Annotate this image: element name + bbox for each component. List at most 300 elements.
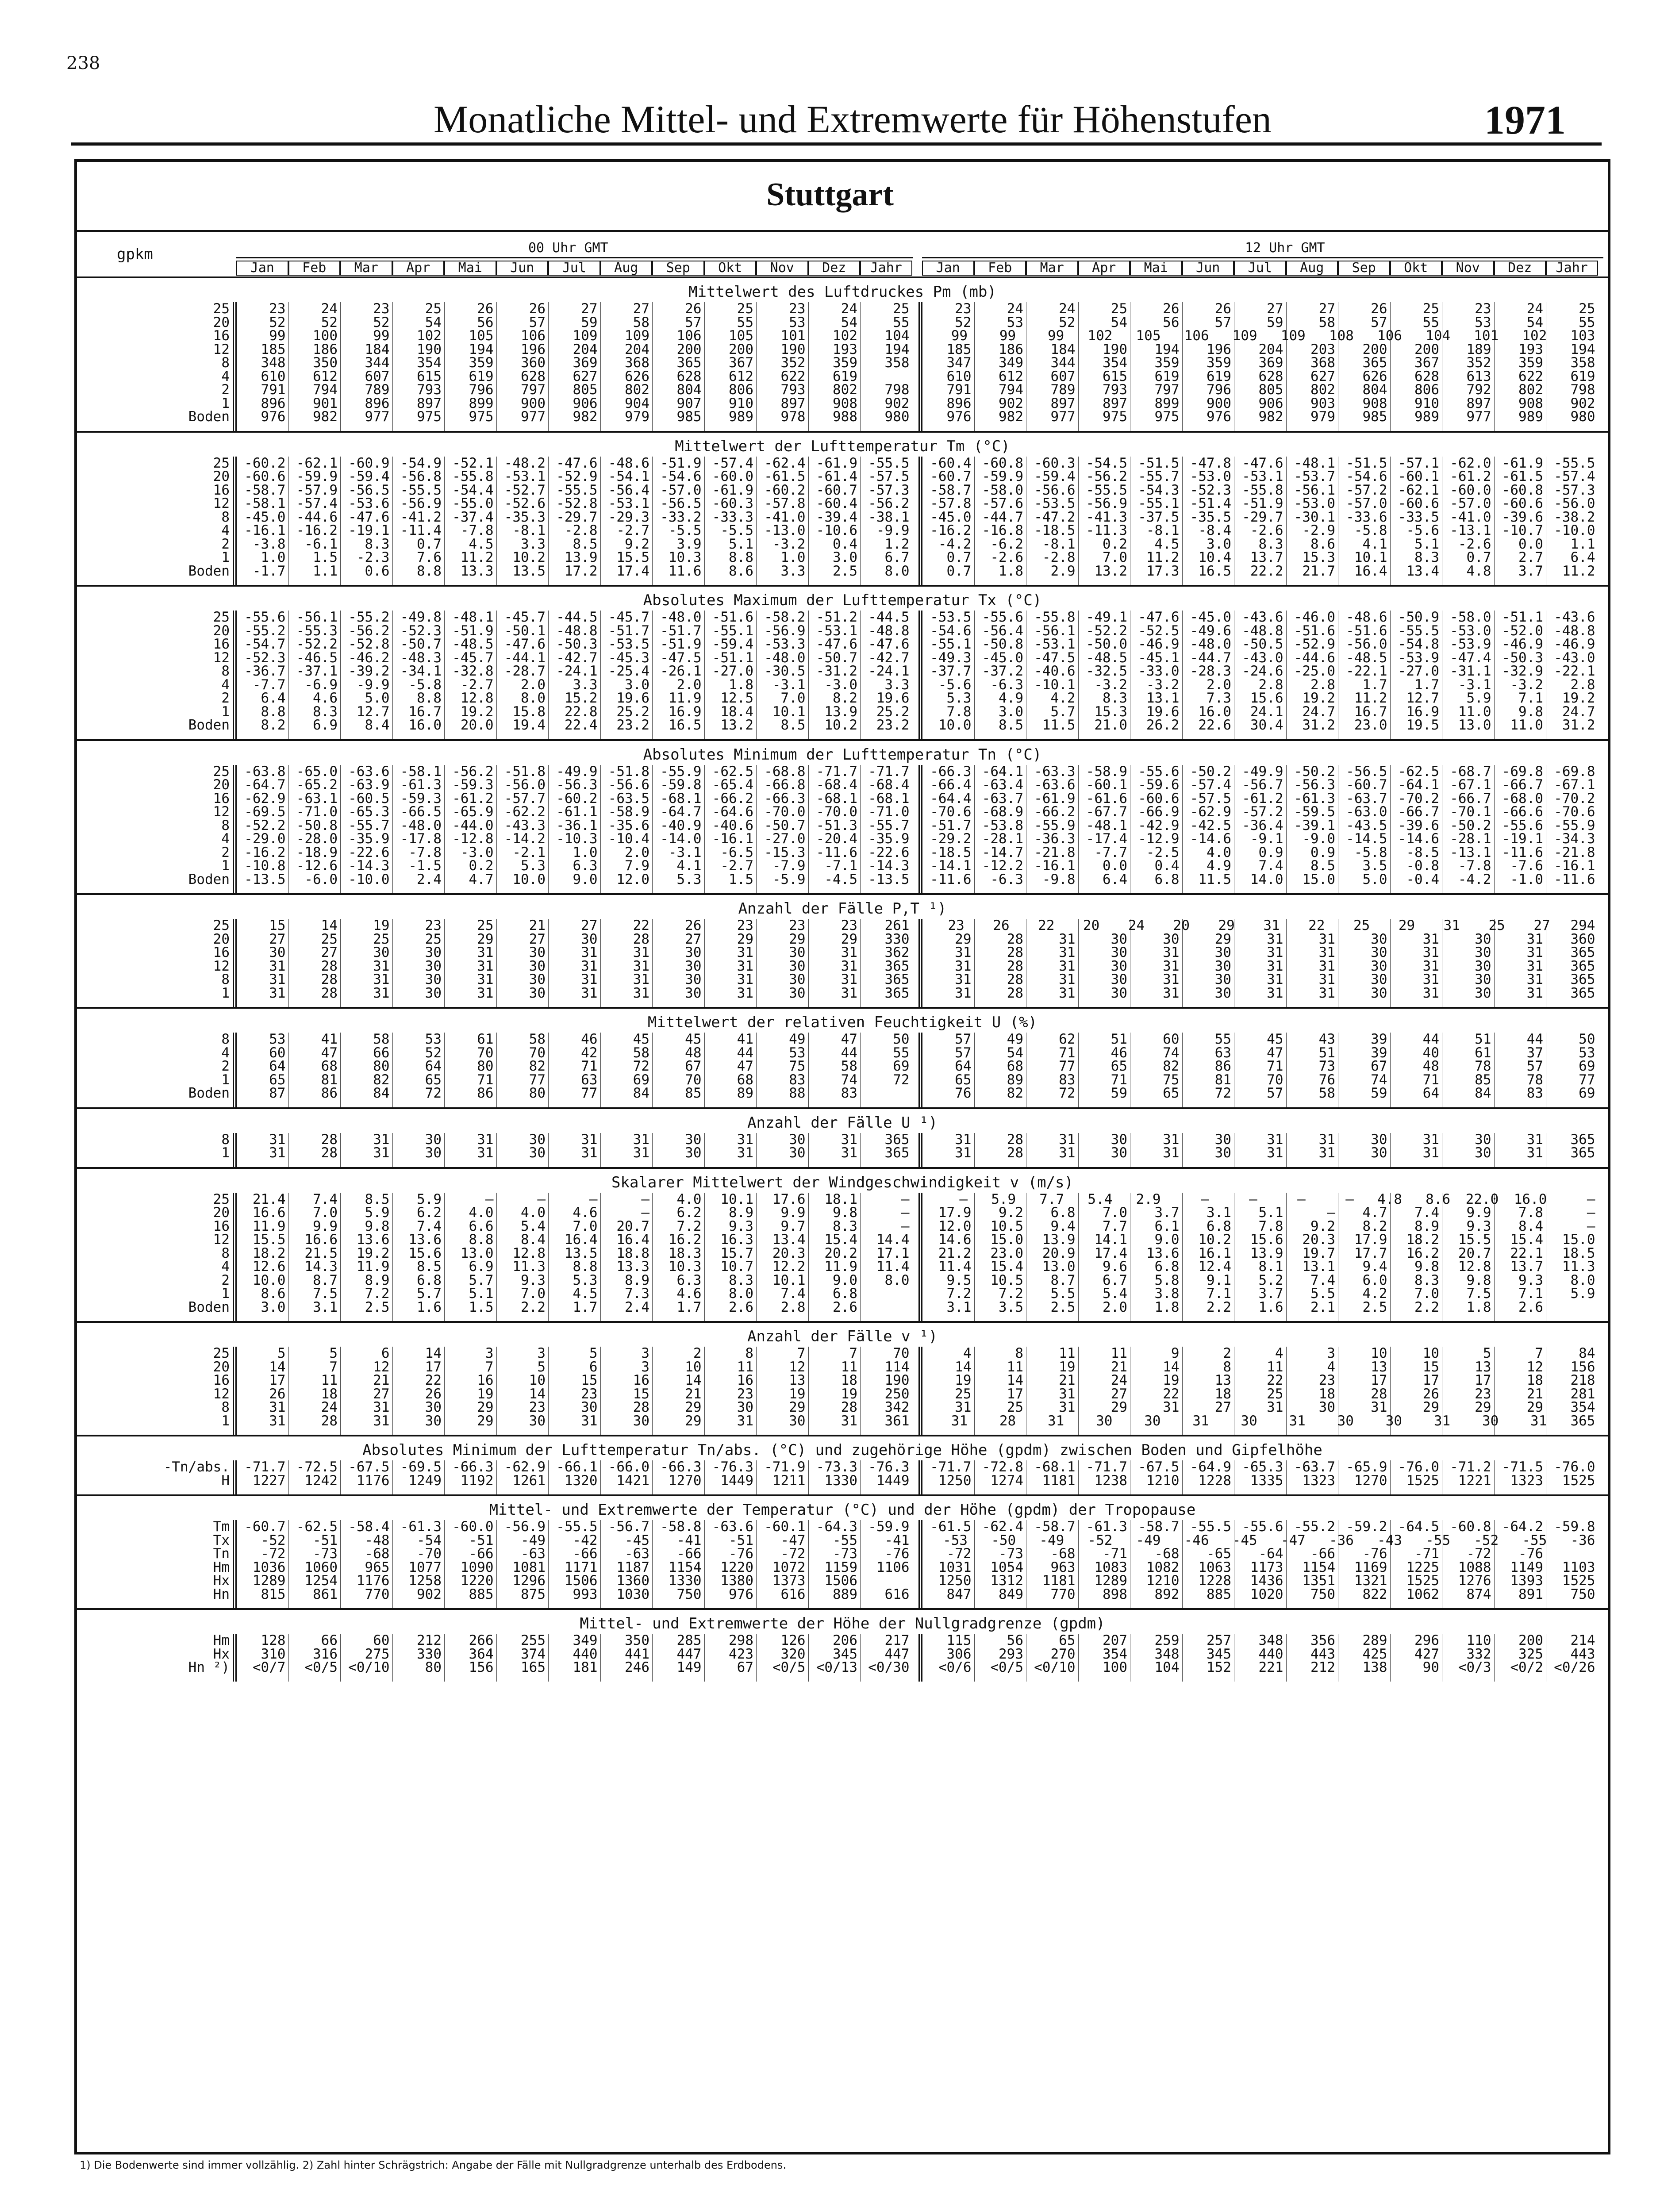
group-12-rule: [922, 257, 1603, 258]
cell-value: 31: [737, 945, 753, 960]
table-row: [77, 1547, 1608, 1561]
cell-value: 24: [1526, 301, 1543, 317]
cell-value: -47.5: [660, 649, 702, 666]
cell-value: -60.0: [1450, 482, 1491, 498]
cell-value: 13.7: [1250, 549, 1283, 565]
cell-value: -48.5: [1346, 649, 1387, 666]
cell-value: 17: [425, 1359, 442, 1375]
table-row: [77, 765, 1608, 779]
cell-value: -50.3: [1502, 649, 1543, 666]
cell-value: -6.1: [304, 536, 338, 552]
cell-value: 30: [1371, 972, 1387, 987]
cell-value: 1525: [1406, 1472, 1439, 1489]
cell-value: 15.5: [616, 549, 649, 565]
table-row: [77, 1220, 1608, 1233]
cell-value: 23: [841, 918, 857, 933]
cell-value: 802: [833, 382, 857, 398]
cell-value: <0/10: [348, 1659, 390, 1675]
cell-value: 7.0: [313, 1205, 338, 1221]
cell-value: 13.2: [720, 717, 753, 733]
cell-value: -3.0: [460, 844, 494, 860]
cell-value: 196: [521, 341, 546, 357]
cell-value: 23: [1318, 1372, 1335, 1388]
cell-value: 31: [477, 945, 494, 960]
cell-value: -64.7: [244, 777, 286, 793]
cell-value: 1171: [564, 1559, 598, 1575]
cell-value: 8.0: [1570, 1272, 1595, 1288]
cell-value: -55.5: [1086, 482, 1127, 498]
cell-value: 23: [737, 918, 753, 933]
cell-value: -61.3: [400, 777, 442, 793]
cell-value: -55.5: [868, 455, 910, 471]
section-2: [77, 585, 1608, 739]
cell-value: 30: [1371, 1145, 1387, 1161]
cell-value: 68: [1007, 1058, 1023, 1074]
cell-value: 365: [1570, 985, 1595, 1001]
row-label: 2: [221, 536, 230, 552]
cell-value: 30: [1482, 1413, 1499, 1429]
cell-value: -4.5: [824, 871, 857, 887]
cell-value: 28: [633, 931, 649, 947]
cell-value: -55.7: [1138, 469, 1180, 484]
cell-value: -52.2: [1086, 622, 1127, 639]
cell-value: -42.5: [1190, 817, 1231, 833]
cell-value: -1.0: [1510, 871, 1543, 887]
cell-value: 27: [1111, 1386, 1127, 1402]
cell-value: -19.1: [1502, 831, 1543, 847]
cell-value: 31: [373, 958, 390, 974]
cell-value: 348: [1154, 1646, 1180, 1662]
cell-value: -52.2: [296, 636, 338, 652]
section-0: [77, 276, 1608, 431]
cell-value: 1.1: [1570, 536, 1595, 552]
cell-value: -5.8: [1354, 844, 1387, 860]
cell-value: 875: [521, 1586, 546, 1602]
cell-value: 206: [833, 1632, 857, 1648]
cell-value: 74: [1163, 1045, 1180, 1061]
cell-value: 365: [884, 1131, 910, 1148]
cell-value: 892: [1154, 1586, 1180, 1602]
cell-value: 8.3: [1258, 536, 1283, 552]
month-header-12-feb: Feb: [974, 261, 1026, 276]
cell-value: 53: [1475, 314, 1491, 330]
cell-value: 9.0: [833, 1272, 857, 1288]
page-number: 238: [66, 53, 100, 73]
cell-value: -57.0: [660, 482, 702, 498]
table-row: [77, 538, 1608, 551]
cell-value: 12: [373, 1359, 390, 1375]
row-label: 20: [213, 622, 230, 639]
cell-value: 897: [417, 395, 442, 411]
cell-value: 31: [737, 985, 753, 1001]
cell-value: -37.5: [1138, 509, 1180, 525]
cell-value: 1020: [1250, 1586, 1283, 1602]
cell-value: 55: [1579, 314, 1595, 330]
row-label: 16: [213, 1372, 230, 1388]
cell-value: 10.0: [512, 871, 546, 887]
cell-value: -51.1: [1502, 609, 1543, 625]
cell-value: -57.5: [868, 469, 910, 484]
cell-value: 15.6: [408, 1245, 442, 1261]
cell-value: 15: [1422, 1359, 1439, 1375]
cell-value: -66: [676, 1546, 702, 1562]
cell-value: 367: [729, 355, 753, 371]
cell-value: 289: [1362, 1632, 1387, 1648]
cell-value: -47.5: [1034, 649, 1076, 666]
cell-value: -2.7: [460, 676, 494, 693]
cell-value: -13.5: [868, 871, 910, 887]
cell-value: 369: [1258, 355, 1283, 371]
cell-value: -45: [1232, 1532, 1257, 1548]
cell-value: 103: [1570, 328, 1595, 344]
cell-value: 356: [1310, 1632, 1335, 1648]
cell-value: 989: [1414, 409, 1439, 425]
cell-value: 23: [1475, 1386, 1491, 1402]
cell-value: -66.8: [764, 777, 806, 793]
cell-value: 28: [999, 1413, 1016, 1429]
cell-value: –: [537, 1191, 546, 1207]
cell-value: 1.5: [729, 871, 753, 887]
month-header-12-apr: Apr: [1078, 261, 1130, 276]
cell-value: 8.8: [417, 690, 442, 706]
cell-value: -68.1: [1034, 1459, 1076, 1475]
cell-value: 31: [1267, 1399, 1283, 1415]
cell-value: 13.9: [1042, 1232, 1076, 1248]
cell-value: -44.1: [504, 649, 546, 666]
cell-value: -1.7: [252, 563, 286, 579]
cell-value: -52.3: [400, 622, 442, 639]
cell-value: 31: [737, 1131, 753, 1148]
cell-value: 190: [780, 341, 806, 357]
cell-value: 896: [365, 395, 390, 411]
cell-value: -62.5: [296, 1519, 338, 1535]
cell-value: -61.3: [1294, 790, 1335, 806]
cell-value: -14.2: [504, 831, 546, 847]
cell-value: 11.2: [1562, 563, 1595, 579]
cell-value: 1289: [1094, 1573, 1127, 1589]
cell-value: -63.4: [982, 777, 1023, 793]
cell-value: 57: [1214, 314, 1231, 330]
cell-value: 23: [955, 301, 972, 317]
cell-value: –: [1249, 1191, 1257, 1207]
cell-value: 31: [269, 1145, 286, 1161]
cell-value: 1242: [304, 1472, 338, 1489]
cell-value: 1289: [252, 1573, 286, 1589]
cell-value: 11.2: [1146, 549, 1180, 565]
cell-value: 17.6: [772, 1191, 806, 1207]
cell-value: 28: [321, 1145, 338, 1161]
cell-value: 1225: [1406, 1559, 1439, 1575]
cell-value: 30: [789, 985, 806, 1001]
cell-value: 18: [1318, 1386, 1335, 1402]
cell-value: 2.5: [365, 1299, 390, 1315]
cell-value: 908: [833, 395, 857, 411]
cell-value: -53.1: [608, 495, 649, 511]
cell-value: 2.0: [625, 844, 649, 860]
cell-value: 11.3: [512, 1259, 546, 1275]
cell-value: -55.5: [1398, 622, 1439, 639]
row-label: Hm: [213, 1559, 230, 1575]
cell-value: 896: [261, 395, 286, 411]
cell-value: -55.6: [982, 609, 1023, 625]
cell-value: -6.0: [304, 871, 338, 887]
cell-value: 102: [1087, 328, 1113, 344]
row-label: 4: [221, 1259, 230, 1275]
cell-value: 1.7: [1414, 676, 1439, 693]
cell-value: -55.2: [348, 609, 390, 625]
cell-value: 13.0: [460, 1245, 494, 1261]
cell-value: -53.6: [348, 495, 390, 511]
cell-value: 71: [1111, 1071, 1127, 1088]
cell-value: 30: [269, 945, 286, 960]
cell-value: 8.9: [729, 1205, 753, 1221]
cell-value: 792: [1466, 382, 1491, 398]
cell-value: 31: [581, 1131, 598, 1148]
cell-value: 20: [1173, 918, 1190, 933]
cell-value: 6.7: [884, 549, 910, 565]
cell-value: 902: [417, 1586, 442, 1602]
cell-value: 3.3: [573, 676, 598, 693]
cell-value: -2.9: [1302, 522, 1335, 538]
cell-value: 31: [633, 1145, 649, 1161]
cell-value: -52: [1087, 1532, 1113, 1548]
cell-value: 2.2: [1207, 1299, 1231, 1315]
cell-value: -56.9: [504, 1519, 546, 1535]
cell-value: 8.8: [417, 563, 442, 579]
table-row: [77, 1414, 1608, 1428]
cell-value: 51: [1475, 1031, 1491, 1047]
cell-value: 10.7: [720, 1259, 753, 1275]
cell-value: -62.4: [764, 455, 806, 471]
cell-value: 29: [1475, 1399, 1491, 1415]
cell-value: 796: [469, 382, 494, 398]
cell-value: 14: [685, 1372, 702, 1388]
cell-value: 31: [1267, 945, 1283, 960]
cell-value: 30: [1475, 985, 1491, 1001]
cell-value: 31: [269, 972, 286, 987]
cell-value: -5.6: [938, 676, 972, 693]
cell-value: 1380: [720, 1573, 753, 1589]
cell-value: 344: [1050, 355, 1076, 371]
cell-value: 5.9: [1570, 1286, 1595, 1302]
cell-value: -53.1: [1242, 469, 1283, 484]
cell-value: 31: [1163, 1399, 1180, 1415]
cell-value: 12.8: [460, 690, 494, 706]
cell-value: 13: [1475, 1359, 1491, 1375]
cell-value: 31: [1059, 945, 1076, 960]
table-row: [77, 410, 1608, 424]
cell-value: –: [1587, 1191, 1595, 1207]
cell-value: 81: [321, 1071, 338, 1088]
cell-value: 793: [780, 382, 806, 398]
month-header-00-sep: Sep: [652, 261, 704, 276]
cell-value: 1.6: [1258, 1299, 1283, 1315]
cell-value: -50.2: [1450, 817, 1491, 833]
cell-value: 15.4: [990, 1259, 1023, 1275]
cell-value: -60.2: [764, 482, 806, 498]
cell-value: 8.8: [469, 1232, 494, 1248]
row-label: 4: [221, 831, 230, 847]
cell-value: -13.1: [1450, 844, 1491, 860]
cell-value: 30: [581, 931, 598, 947]
cell-value: 102: [417, 328, 442, 344]
cell-value: 793: [1103, 382, 1127, 398]
cell-value: -72: [261, 1546, 286, 1562]
cell-value: 979: [625, 409, 649, 425]
cell-value: 4.0: [1207, 844, 1231, 860]
cell-value: 87: [269, 1085, 286, 1101]
cell-value: 3.0: [1207, 536, 1231, 552]
cell-value: -57.0: [1450, 495, 1491, 511]
cell-value: 31: [955, 945, 972, 960]
cell-value: -39.4: [816, 509, 857, 525]
cell-value: 30: [1214, 985, 1231, 1001]
row-label: Tn: [213, 1546, 230, 1562]
cell-value: 31: [477, 985, 494, 1001]
cell-value: 365: [1570, 972, 1595, 987]
cell-value: 31: [841, 945, 857, 960]
cell-value: -3.0: [824, 676, 857, 693]
cell-value: 21.0: [1094, 717, 1127, 733]
cell-value: -60.9: [348, 455, 390, 471]
cell-value: 8.6: [1310, 536, 1335, 552]
table-row: [77, 383, 1608, 397]
cell-value: 31: [269, 1399, 286, 1415]
cell-value: -48.0: [1190, 636, 1231, 652]
cell-value: 14: [1007, 1372, 1023, 1388]
cell-value: -54.6: [1346, 469, 1387, 484]
month-header-12-jan: Jan: [922, 261, 974, 276]
cell-value: 5.8: [1154, 1272, 1180, 1288]
cell-value: -41.0: [764, 509, 806, 525]
cell-value: 80: [425, 1659, 442, 1675]
cell-value: 21.7: [1302, 563, 1335, 579]
cell-value: 128: [261, 1632, 286, 1648]
cell-value: -47: [780, 1532, 806, 1548]
cell-value: 5.3: [946, 690, 972, 706]
cell-value: -50.1: [504, 622, 546, 639]
cell-value: -14.3: [868, 858, 910, 874]
cell-value: 29: [477, 931, 494, 947]
cell-value: -55.8: [1034, 609, 1076, 625]
row-label: Boden: [188, 409, 230, 425]
cell-value: 770: [1050, 1586, 1076, 1602]
cell-value: 83: [789, 1071, 806, 1088]
cell-value: 7: [849, 1345, 857, 1361]
cell-value: 60: [373, 1632, 390, 1648]
cell-value: 60: [1163, 1031, 1180, 1047]
cell-value: -62.9: [1190, 804, 1231, 820]
table-row: [77, 1574, 1608, 1588]
cell-value: 30: [425, 1413, 442, 1429]
cell-value: -68.0: [1502, 790, 1543, 806]
cell-value: 0.4: [833, 536, 857, 552]
cell-value: 15.2: [564, 690, 598, 706]
cell-value: 77: [529, 1071, 546, 1088]
cell-value: 30: [529, 1131, 546, 1148]
cell-value: 791: [946, 382, 972, 398]
cell-value: 0.7: [946, 549, 972, 565]
cell-value: 359: [1207, 355, 1231, 371]
cell-value: 7.4: [417, 1218, 442, 1234]
cell-value: 423: [729, 1646, 753, 1662]
cell-value: 31: [373, 985, 390, 1001]
cell-value: 67: [737, 1659, 753, 1675]
cell-value: 75: [789, 1058, 806, 1074]
cell-value: -64.1: [1398, 777, 1439, 793]
cell-value: 193: [833, 341, 857, 357]
cell-value: 13: [1214, 1372, 1231, 1388]
cell-value: -60.0: [452, 1519, 494, 1535]
cell-value: 23.2: [616, 717, 649, 733]
cell-value: 320: [780, 1646, 806, 1662]
cell-value: 17: [269, 1372, 286, 1388]
cell-value: 84: [633, 1085, 649, 1101]
cell-value: -58.9: [1086, 763, 1127, 780]
cell-value: 0.0: [1103, 858, 1127, 874]
cell-value: 0.2: [1103, 536, 1127, 552]
cell-value: –: [1587, 1205, 1595, 1221]
cell-value: 815: [261, 1586, 286, 1602]
cell-value: -60.2: [244, 455, 286, 471]
cell-value: 106: [1184, 328, 1209, 344]
cell-value: -64: [1258, 1546, 1283, 1562]
cell-value: 1187: [616, 1559, 649, 1575]
section-10: [77, 1494, 1608, 1608]
cell-value: -19.1: [348, 522, 390, 538]
cell-value: 369: [573, 355, 598, 371]
cell-value: 13.4: [772, 1232, 806, 1248]
cell-value: 80: [477, 1058, 494, 1074]
cell-value: 19.2: [1302, 690, 1335, 706]
cell-value: -28.1: [982, 831, 1023, 847]
cell-value: 627: [573, 368, 598, 384]
cell-value: 1360: [616, 1573, 649, 1589]
cell-value: -60.7: [1346, 777, 1387, 793]
cell-value: -51: [313, 1532, 338, 1548]
cell-value: 6.4: [1570, 549, 1595, 565]
cell-value: 29: [789, 931, 806, 947]
cell-value: 1.6: [417, 1299, 442, 1315]
row-label: -Tn/abs.: [163, 1459, 230, 1475]
cell-value: -61.9: [1034, 790, 1076, 806]
cell-value: 204: [1258, 341, 1283, 357]
cell-value: -71.7: [244, 1459, 286, 1475]
cell-value: 8.4: [365, 717, 390, 733]
cell-value: 60: [269, 1045, 286, 1061]
cell-value: 15.7: [720, 1245, 753, 1261]
cell-value: 296: [1414, 1632, 1439, 1648]
cell-value: <0/5: [990, 1659, 1023, 1675]
cell-value: 12.5: [720, 690, 753, 706]
cell-value: 99: [269, 328, 286, 344]
cell-value: -58.1: [244, 495, 286, 511]
cell-value: -66.4: [930, 777, 972, 793]
table-row: [77, 1520, 1608, 1534]
cell-value: -61.2: [1242, 790, 1283, 806]
cell-value: 16.7: [1354, 703, 1387, 720]
cell-value: 789: [365, 382, 390, 398]
cell-value: 8.6: [1426, 1191, 1451, 1207]
row-label: 8: [221, 1399, 230, 1415]
cell-value: -6.5: [720, 844, 753, 860]
cell-value: 1249: [408, 1472, 442, 1489]
cell-value: –: [1297, 1191, 1306, 1207]
cell-value: 1525: [1406, 1573, 1439, 1589]
cell-value: 794: [999, 382, 1023, 398]
cell-value: 15.6: [1250, 690, 1283, 706]
header-rule: [71, 142, 1602, 146]
